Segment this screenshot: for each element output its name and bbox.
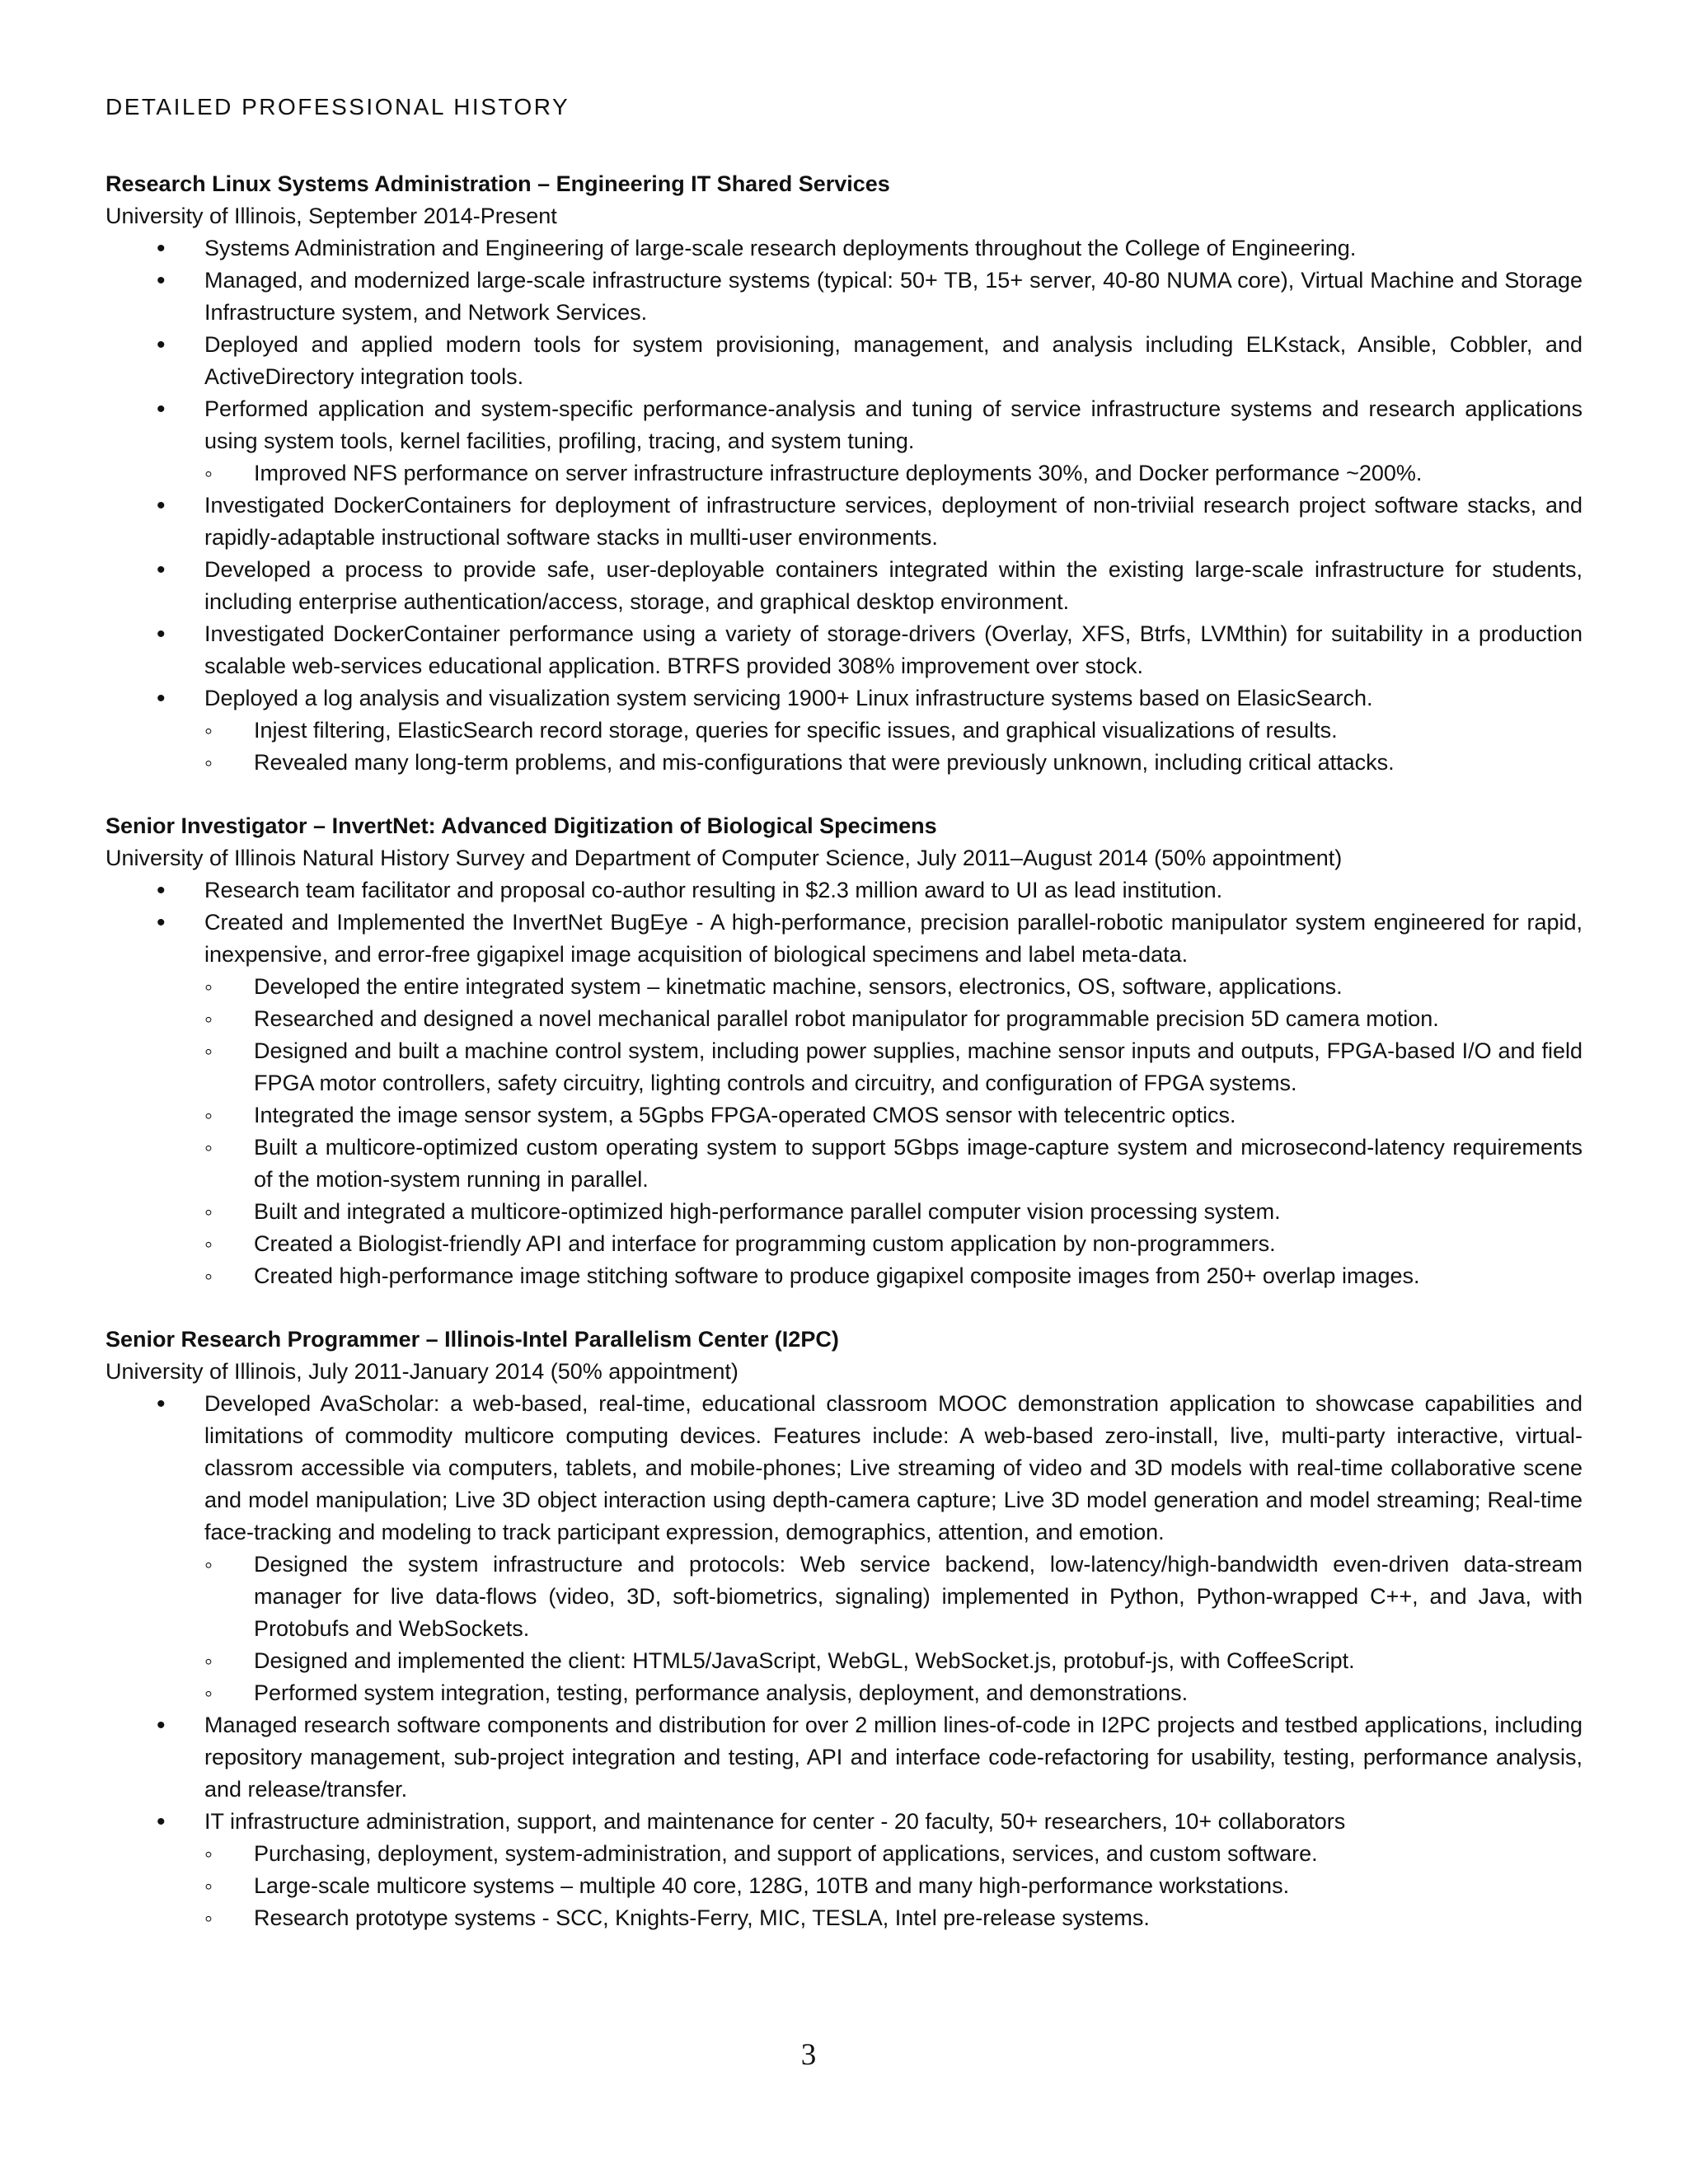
job-title: Senior Research Programmer – Illinois-Intel Parallelism Center (I2PC)	[106, 1327, 839, 1352]
bullet-item	[106, 329, 1582, 393]
bullet-item	[106, 682, 1582, 779]
bullet-item	[106, 490, 1582, 554]
bullet-text: • Performed application and system-specific performance-analysis and tuning of service infrastructure systems and research applications using system tools, kernel facilities, profiling, tracing, and system tuning.	[204, 393, 1582, 457]
sub-bullets	[204, 457, 1582, 490]
section-heading: DETAILED PROFESSIONAL HISTORY	[106, 94, 570, 120]
sub-bullet-item: ◦ Purchasing, deployment, system-administration, and support of applications, services, and custom software.	[204, 1838, 1582, 1870]
sub-bullets	[204, 715, 1582, 779]
job-title: Senior Investigator – InvertNet: Advanced Digitization of Biological Specimens	[106, 813, 937, 838]
bullet-text: • Developed AvaScholar: a web-based, real-time, educational classroom MOOC demonstration application to showcase capabilities and limitations of commodity multicore computing devices. Features include: A web-based zero-install, live, multi-party interactive, virtual-classrom accessible via computers, tablets, and mobile-phones; Live streaming of video and 3D models with real-time collaborative scene and model manipulation; Live 3D object interaction using depth-camera capture; Live 3D model generation and model streaming; Real-time face-tracking and modeling to track participant expression, demographics, attention, and emotion.	[204, 1388, 1582, 1549]
bullet-text: • Created and Implemented the InvertNet BugEye - A high-performance, precision parallel-robotic manipulator system engineered for rapid, inexpensive, and error-free gigapixel image acquisition of biological specimens and label meta-data.	[204, 907, 1582, 971]
bullet-text: • Systems Administration and Engineering of large-scale research deployments throughout the College of Engineering.	[204, 232, 1582, 265]
bullet-item	[106, 1709, 1582, 1806]
bullet-item	[106, 1388, 1582, 1709]
bullet-item	[106, 907, 1582, 1292]
bullet-text: • Managed research software components and distribution for over 2 million lines-of-code in I2PC projects and testbed applications, including repository management, sub-project integration and testing, API and interface code-refactoring for usability, testing, performance analysis, and release/transfer.	[204, 1709, 1582, 1806]
sub-bullet-item: ◦ Improved NFS performance on server infrastructure infrastructure deployments 30%, and Docker performance ~200%.	[204, 457, 1582, 490]
bullet-text: • Developed a process to provide safe, user-deployable containers integrated within the existing large-scale infrastructure for students, including enterprise authentication/access, storage, and graphical desktop environment.	[204, 554, 1582, 618]
sub-bullet-item: ◦ Built and integrated a multicore-optimized high-performance parallel computer vision processing system.	[204, 1196, 1582, 1228]
bullet-text: • Deployed a log analysis and visualization system servicing 1900+ Linux infrastructure systems based on ElasicSearch.	[204, 682, 1582, 715]
job-organization: University of Illinois, July 2011-January 2014 (50% appointment)	[106, 1359, 738, 1384]
page-content	[106, 82, 1582, 1966]
job-title: Research Linux Systems Administration – Engineering IT Shared Services	[106, 171, 890, 196]
sub-bullet-item: ◦ Built a multicore-optimized custom operating system to support 5Gbps image-capture system and microsecond-latency requirements of the motion-system running in parallel.	[204, 1132, 1582, 1196]
bullet-item	[106, 618, 1582, 682]
sub-bullet-item: ◦ Researched and designed a novel mechanical parallel robot manipulator for programmable precision 5D camera motion.	[204, 1003, 1582, 1035]
bullet-item	[106, 232, 1582, 265]
bullet-text: • IT infrastructure administration, support, and maintenance for center - 20 faculty, 50+ researchers, 10+ collaborators	[204, 1806, 1582, 1838]
sub-bullet-item: ◦ Injest filtering, ElasticSearch record storage, queries for specific issues, and graphical visualizations of results.	[204, 715, 1582, 747]
job-bullets	[106, 874, 1582, 1292]
sub-bullet-item: ◦ Designed the system infrastructure and protocols: Web service backend, low-latency/high-bandwidth even-driven data-stream manager for live data-flows (video, 3D, soft-biometrics, signaling) implemented in Python, Python-wrapped C++, and Java, with Protobufs and WebSockets.	[204, 1549, 1582, 1645]
job-bullets	[106, 1388, 1582, 1934]
sub-bullets	[204, 1838, 1582, 1934]
job-entry	[106, 810, 1582, 1292]
job-entry	[106, 168, 1582, 779]
sub-bullet-item: ◦ Revealed many long-term problems, and mis-configurations that were previously unknown, including critical attacks.	[204, 747, 1582, 779]
bullet-item	[106, 393, 1582, 490]
sub-bullet-item: ◦ Large-scale multicore systems – multiple 40 core, 128G, 10TB and many high-performance workstations.	[204, 1870, 1582, 1902]
bullet-item	[106, 265, 1582, 329]
bullet-text: • Managed, and modernized large-scale infrastructure systems (typical: 50+ TB, 15+ server, 40-80 NUMA core), Virtual Machine and Storage Infrastructure system, and Network Services.	[204, 265, 1582, 329]
sub-bullet-item: ◦ Created a Biologist-friendly API and interface for programming custom application by non-programmers.	[204, 1228, 1582, 1260]
job-entry	[106, 1324, 1582, 1934]
sub-bullet-item: ◦ Integrated the image sensor system, a 5Gpbs FPGA-operated CMOS sensor with telecentric optics.	[204, 1099, 1582, 1132]
job-organization: University of Illinois, September 2014-Present	[106, 204, 557, 228]
bullet-item	[106, 874, 1582, 907]
bullet-text: • Investigated DockerContainers for deployment of infrastructure services, deployment of non-triviial research project software stacks, and rapidly-adaptable instructional software stacks in mullti-user environments.	[204, 490, 1582, 554]
bullet-item	[106, 1806, 1582, 1934]
bullet-text: • Deployed and applied modern tools for system provisioning, management, and analysis including ELKstack, Ansible, Cobbler, and ActiveDirectory integration tools.	[204, 329, 1582, 393]
sub-bullets	[204, 1549, 1582, 1709]
sub-bullets	[204, 971, 1582, 1292]
sub-bullet-item: ◦ Created high-performance image stitching software to produce gigapixel composite images from 250+ overlap images.	[204, 1260, 1582, 1292]
sub-bullet-item: ◦ Performed system integration, testing, performance analysis, deployment, and demonstrations.	[204, 1677, 1582, 1709]
job-organization: University of Illinois Natural History Survey and Department of Computer Science, July 2011–August 2014 (50% appointment)	[106, 846, 1343, 870]
sub-bullet-item: ◦ Research prototype systems - SCC, Knights-Ferry, MIC, TESLA, Intel pre-release systems.	[204, 1902, 1582, 1934]
sub-bullet-item: ◦ Designed and implemented the client: HTML5/JavaScript, WebGL, WebSocket.js, protobuf-js, with CoffeeScript.	[204, 1645, 1582, 1677]
sub-bullet-item: ◦ Developed the entire integrated system – kinetmatic machine, sensors, electronics, OS, software, applications.	[204, 971, 1582, 1003]
job-bullets	[106, 232, 1582, 779]
bullet-item	[106, 554, 1582, 618]
bullet-text: • Research team facilitator and proposal co-author resulting in $2.3 million award to UI as lead institution.	[204, 874, 1582, 907]
bullet-text: • Investigated DockerContainer performance using a variety of storage-drivers (Overlay, XFS, Btrfs, LVMthin) for suitability in a production scalable web-services educational application. BTRFS provided 308% improvement over stock.	[204, 618, 1582, 682]
sub-bullet-item: ◦ Designed and built a machine control system, including power supplies, machine sensor inputs and outputs, FPGA-based I/O and field FPGA motor controllers, safety circuitry, lighting controls and circuitry, and configuration of FPGA systems.	[204, 1035, 1582, 1099]
page-number: 3	[800, 2038, 817, 2072]
